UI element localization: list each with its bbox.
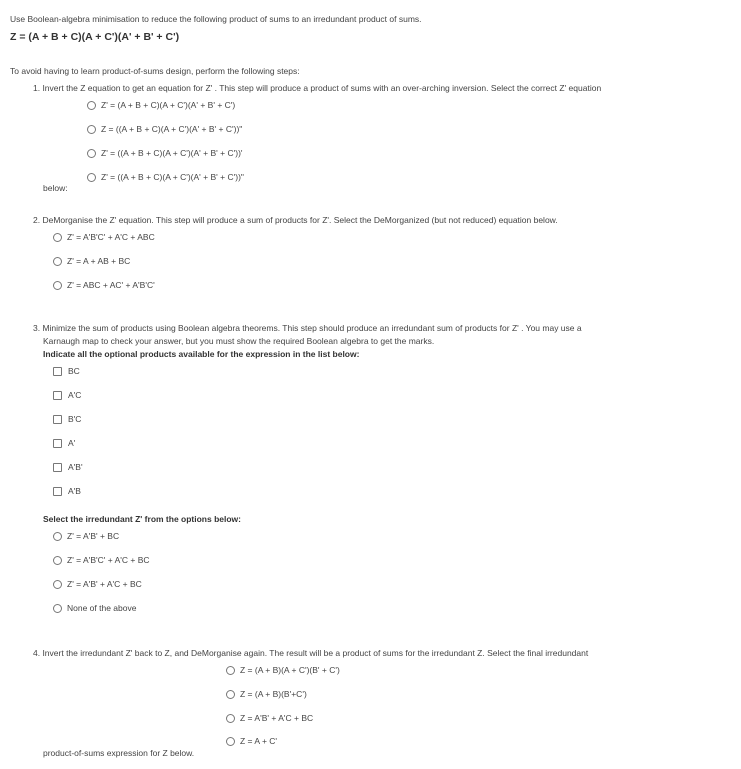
radio-button[interactable] bbox=[53, 281, 62, 290]
option-label: Z' = A'B' + BC bbox=[67, 531, 120, 541]
option-label: Z' = ABC + AC' + A'B'C' bbox=[67, 280, 155, 290]
radio-button[interactable] bbox=[53, 233, 62, 242]
checklist-item-a-prime[interactable] bbox=[53, 438, 75, 448]
step4-after-text: product-of-sums expression for Z below. bbox=[43, 748, 195, 758]
option-label: None of the above bbox=[67, 603, 137, 613]
radio-button[interactable] bbox=[53, 556, 62, 565]
step3-option-4[interactable] bbox=[53, 603, 136, 613]
radio-button[interactable] bbox=[87, 101, 96, 110]
checklist-label: B'C bbox=[68, 414, 82, 424]
radio-button[interactable] bbox=[53, 532, 62, 541]
option-label: Z = (A + B)(B'+C') bbox=[240, 689, 307, 699]
option-label: Z = A + C' bbox=[240, 736, 278, 746]
checklist-title: Indicate all the optional products available for the expression in the list below: bbox=[43, 349, 360, 359]
checklist-label: A' bbox=[68, 438, 76, 448]
step1-option-4[interactable] bbox=[87, 172, 244, 182]
step3-option-3[interactable] bbox=[53, 579, 142, 589]
step3-option-2[interactable] bbox=[53, 555, 150, 565]
checklist-item-a-prime-c[interactable] bbox=[53, 390, 81, 400]
radio-button[interactable] bbox=[87, 173, 96, 182]
steps-intro: To avoid having to learn product-of-sums design, perform the following steps: bbox=[10, 66, 300, 76]
checkbox[interactable] bbox=[53, 367, 62, 376]
step1-option-3[interactable] bbox=[87, 148, 243, 158]
expression: Z = (A + B + C)(A + C')(A' + B' + C') bbox=[10, 31, 180, 43]
radio-button[interactable] bbox=[87, 149, 96, 158]
step3-text-line2: Karnaugh map to check your answer, but you must show the required Boolean algebra to get the marks. bbox=[43, 336, 435, 346]
checkbox[interactable] bbox=[53, 463, 62, 472]
checklist-label: A'B bbox=[68, 486, 81, 496]
step1-after-text: below: bbox=[43, 183, 68, 193]
option-label: Z' = A + AB + BC bbox=[67, 256, 131, 266]
step1-text: 1. Invert the Z equation to get an equation for Z' . This step will produce a product of sums with an over-arching inversion. Select the correct Z' equation bbox=[33, 83, 602, 93]
radio-button[interactable] bbox=[53, 604, 62, 613]
step1-option-1[interactable] bbox=[87, 100, 235, 110]
radio-button[interactable] bbox=[226, 666, 235, 675]
checkbox[interactable] bbox=[53, 439, 62, 448]
checkbox[interactable] bbox=[53, 415, 62, 424]
radio-button[interactable] bbox=[226, 714, 235, 723]
radio-button[interactable] bbox=[87, 125, 96, 134]
radio-button[interactable] bbox=[226, 690, 235, 699]
option-label: Z' = (A + B + C)(A + C')(A' + B' + C') bbox=[101, 100, 236, 110]
intro-text: Use Boolean-algebra minimisation to reduce the following product of sums to an irredundant product of sums. bbox=[10, 14, 422, 24]
radio-button[interactable] bbox=[53, 580, 62, 589]
checklist-label: A'B' bbox=[68, 462, 83, 472]
step4-option-1[interactable] bbox=[226, 665, 340, 675]
checkbox[interactable] bbox=[53, 487, 62, 496]
checklist-item-a-prime-b-prime[interactable] bbox=[53, 462, 83, 472]
step4-option-2[interactable] bbox=[226, 689, 307, 699]
step4-option-3[interactable] bbox=[226, 713, 313, 723]
checkbox[interactable] bbox=[53, 391, 62, 400]
step2-option-3[interactable] bbox=[53, 280, 155, 290]
option-label: Z = A'B' + A'C + BC bbox=[240, 713, 314, 723]
checklist-item-bc[interactable] bbox=[53, 366, 80, 376]
option-label: Z' = A'B'C' + A'C + ABC bbox=[67, 232, 155, 242]
option-label: Z' = ((A + B + C)(A + C')(A' + B' + C'))" bbox=[101, 172, 244, 182]
option-label: Z' = ((A + B + C)(A + C')(A' + B' + C'))' bbox=[101, 148, 243, 158]
step4-option-4[interactable] bbox=[226, 736, 277, 746]
radio-button[interactable] bbox=[53, 257, 62, 266]
step2-option-1[interactable] bbox=[53, 232, 155, 242]
option-label: Z' = A'B'C' + A'C + BC bbox=[67, 555, 150, 565]
radio-title: Select the irredundant Z' from the options below: bbox=[43, 514, 242, 524]
option-label: Z = (A + B)(A + C')(B' + C') bbox=[240, 665, 340, 675]
step4-text: 4. Invert the irredundant Z' back to Z, and DeMorganise again. The result will be a product of sums for the irredundant Z. Select the final irredundant bbox=[33, 648, 589, 658]
option-label: Z = ((A + B + C)(A + C')(A' + B' + C'))" bbox=[101, 124, 243, 134]
step3-option-1[interactable] bbox=[53, 531, 119, 541]
step3-text-line1: 3. Minimize the sum of products using Boolean algebra theorems. This step should produce an irredundant sum of products for Z' . You may use a bbox=[33, 323, 582, 333]
checklist-item-a-prime-b[interactable] bbox=[53, 486, 81, 496]
step1-option-2[interactable] bbox=[87, 124, 242, 134]
checklist-label: A'C bbox=[68, 390, 82, 400]
step2-text: 2. DeMorganise the Z' equation. This step will produce a sum of products for Z'. Select the DeMorganized (but not reduced) equation below. bbox=[33, 215, 558, 225]
step2-option-2[interactable] bbox=[53, 256, 130, 266]
checklist-label: BC bbox=[68, 366, 80, 376]
radio-button[interactable] bbox=[226, 737, 235, 746]
option-label: Z' = A'B' + A'C + BC bbox=[67, 579, 142, 589]
checklist-item-b-prime-c[interactable] bbox=[53, 414, 81, 424]
